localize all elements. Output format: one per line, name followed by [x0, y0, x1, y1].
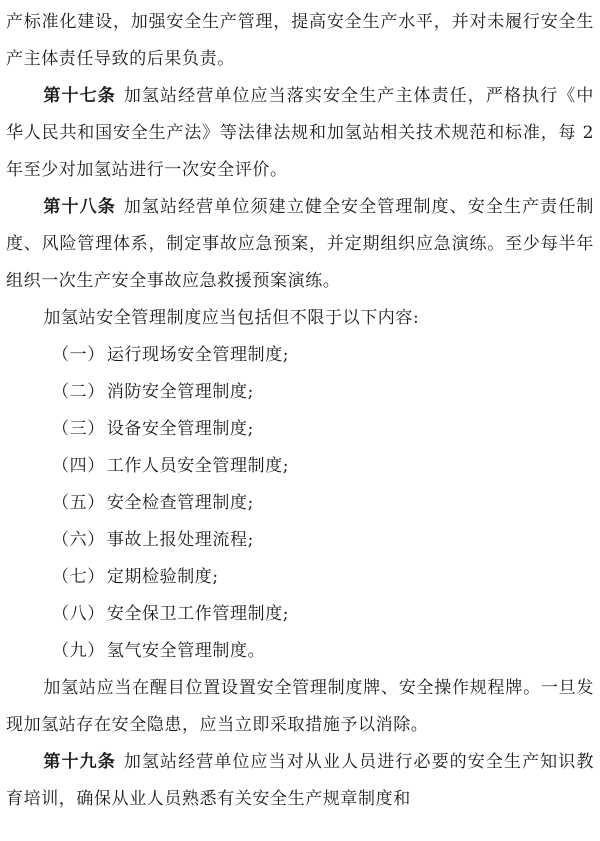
list-item-text: 设备安全管理制度;	[106, 419, 254, 439]
list-item-text: 运行现场安全管理制度;	[106, 345, 290, 365]
top-paragraph: 产标准化建设，加强安全生产管理，提高安全生产水平，并对未履行安全生产主体责任导致的后果负责。	[6, 12, 594, 69]
list-item	[6, 633, 594, 670]
article-18	[6, 189, 594, 300]
list-item-number: （七）	[52, 567, 105, 587]
list-item-number: （九）	[52, 641, 105, 661]
article-17	[6, 78, 594, 189]
article-18-intro: 加氢站安全管理制度应当包括但不限于以下内容:	[43, 308, 420, 328]
list-item-number: （二）	[52, 382, 105, 402]
article-19-title: 第十九条	[43, 752, 116, 772]
article-18-text: 加氢站经营单位须建立健全安全管理制度、安全生产责任制度、风险管理体系，制定事故应急预案，并定期组织应急演练。至少每半年组织一次生产安全事故应急救援预案演练。	[6, 197, 594, 291]
list-item-text: 安全保卫工作管理制度;	[106, 604, 290, 624]
list-item-number: （一）	[52, 345, 105, 365]
list-item-text: 定期检验制度;	[106, 567, 219, 587]
list-item	[6, 559, 594, 596]
list-item-number: （四）	[52, 456, 105, 476]
list-item-number: （八）	[52, 604, 105, 624]
list-item	[6, 522, 594, 559]
article-18-title: 第十八条	[43, 197, 116, 217]
list-item	[6, 374, 594, 411]
article-19	[6, 744, 594, 818]
list-item	[6, 337, 594, 374]
list-item-number: （三）	[52, 419, 105, 439]
management-system-list	[6, 337, 594, 670]
list-item-text: 安全检查管理制度;	[106, 493, 254, 513]
list-item	[6, 411, 594, 448]
list-item	[6, 448, 594, 485]
article-18-closing: 加氢站应当在醒目位置设置安全管理制度牌、安全操作规程牌。一旦发现加氢站存在安全隐患，应当立即采取措施予以消除。	[6, 678, 594, 735]
article-17-text: 加氢站经营单位应当落实安全生产主体责任，严格执行《中华人民共和国安全生产法》等法律法规和加氢站相关技术规范和标准，每 2 年至少对加氢站进行一次安全评价。	[6, 86, 594, 180]
list-item-text: 工作人员安全管理制度;	[106, 456, 290, 476]
list-item-text: 事故上报处理流程;	[106, 530, 254, 550]
list-item-text: 消防安全管理制度;	[106, 382, 254, 402]
list-item	[6, 485, 594, 522]
article-17-title: 第十七条	[43, 86, 116, 106]
list-item-number: （六）	[52, 530, 105, 550]
list-item-text: 氢气安全管理制度。	[106, 641, 266, 661]
list-item	[6, 596, 594, 633]
list-item-number: （五）	[52, 493, 105, 513]
article-19-text: 加氢站经营单位应当对从业人员进行必要的安全生产知识教育培训，确保从业人员熟悉有关安全生产规章制度和	[6, 752, 594, 809]
